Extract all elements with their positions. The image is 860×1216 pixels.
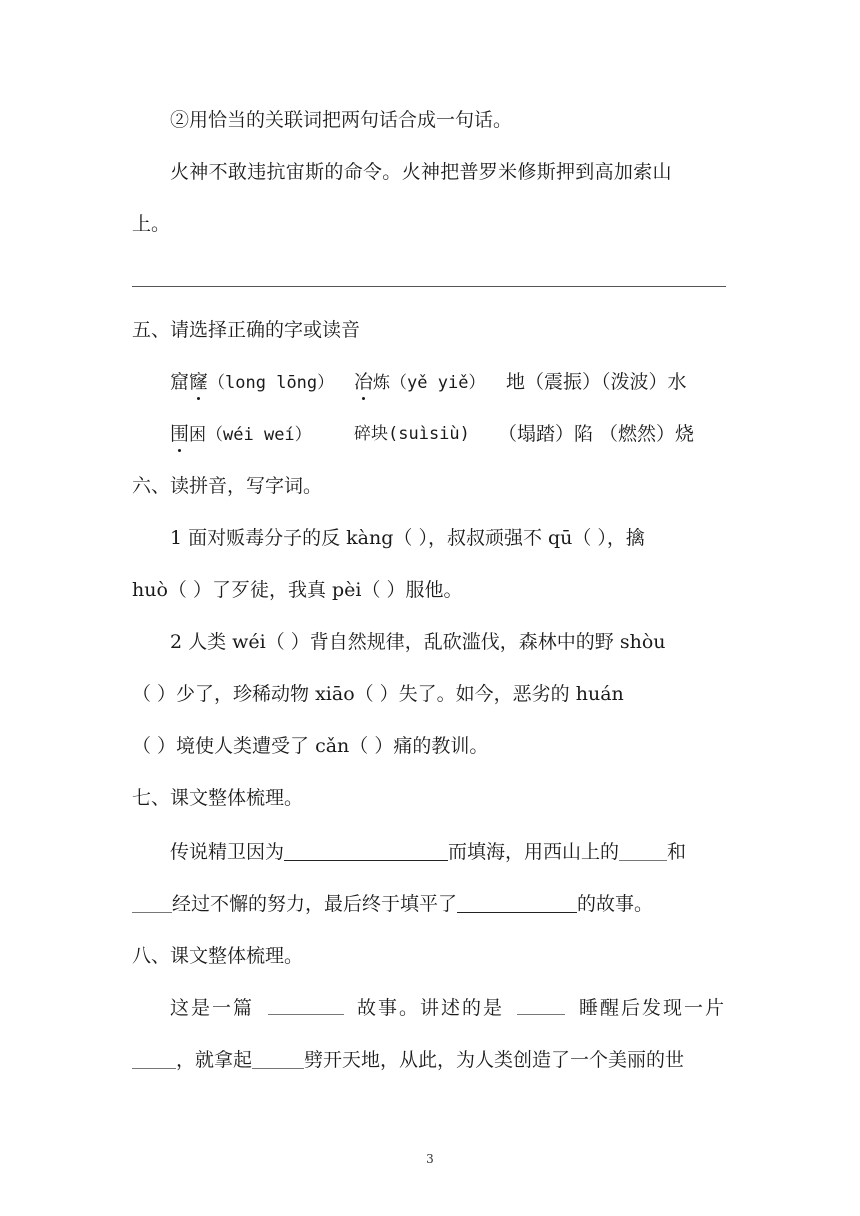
emphasis-dot-char: 窿 [189,371,209,393]
fill-blank[interactable] [619,842,667,861]
document-page: ②用恰当的关联词把两句话合成一句话。 火神不敢违抗宙斯的命令。火神把普罗米修斯押到高加索山 上。 五、请选择正确的字或读音 窟窿（long lōng） 冶炼（yě yiě） 地（震振）（泼波）水 围困（wéi weí） 碎块(suìsiù) （塌踏）陷 （燃然）烧 六、读拼音，写字词。 1 面对贩毒分子的反 kàng（ ），叔叔顽强不 qū（ ），擒 huò（ ）了歹徒，我真 pèi（ ）服他。 2 人类 wéi（ ）背自然规律，乱砍滥伐，森林中的野 shòu （ ）少了，珍稀动物 xiāo（ ）失了。如今，恶劣的 huán （ ）境使人类遭受了 cǎn（ ）痛的教训。 七、课文整体梳理。 传说精卫因为 而填海，用西山上的 和 经过不懈的努力，最后终于填平了 的故事。 八、课文整体梳理。 这是一篇 故事。讲述的是 睡醒后发现一片 ，就拿起 劈开天地，从此，为人类创造了一个美丽的世 3 [0,0,860,1216]
fill-blank[interactable] [252,1050,304,1069]
page-number: 3 [426,1152,434,1166]
fill-blank[interactable] [268,996,344,1015]
answer-line[interactable] [132,286,726,287]
fill-blank[interactable] [132,894,172,913]
fill-blank[interactable] [517,996,565,1015]
emphasis-dot-char: 围 [170,423,190,445]
fill-blank[interactable] [132,1050,176,1069]
emphasis-dot-char: 冶 [354,371,374,393]
fill-blank[interactable] [457,894,577,913]
fill-blank[interactable] [284,842,448,861]
